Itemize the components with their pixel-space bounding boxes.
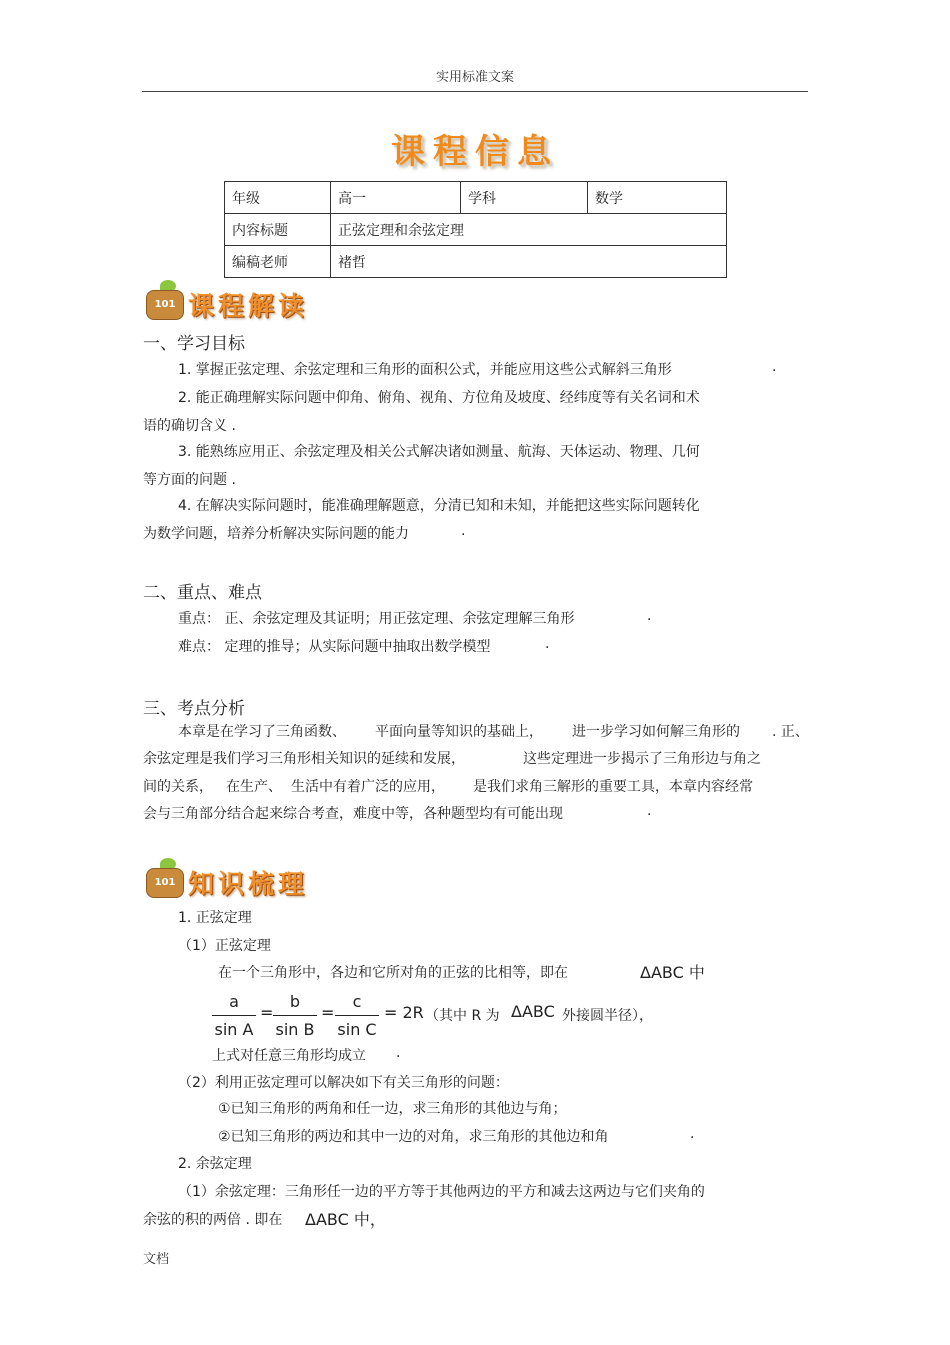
goal-item-3: 3. 能熟练应用正、余弦定理及相关公式解决诸如测量、航海、天体运动、物理、几何 <box>178 444 700 460</box>
difficult-point: 难点： 定理的推导；从实际问题中抽取出数学模型 <box>178 639 491 655</box>
fraction-c-over-sin-c <box>335 992 379 1039</box>
goal-item-4-cont: 为数学问题，培养分析解决实际问题的能力 <box>143 526 409 542</box>
denominator: sin C <box>337 1020 377 1039</box>
analysis-line-3a: 间的关系， <box>143 779 213 795</box>
banner-title: 课程解读 <box>188 292 309 322</box>
topic-cosine-rule: 2. 余弦定理 <box>178 1156 252 1172</box>
equals-sign: = <box>260 1003 274 1022</box>
analysis-line-4b: . <box>647 803 652 819</box>
equals-sign: = <box>321 1003 335 1022</box>
table-row <box>225 182 727 214</box>
table-row <box>225 246 727 278</box>
section-heading-exam-analysis: 三、考点分析 <box>143 699 245 719</box>
badge-101-icon: 101 <box>146 290 184 320</box>
numerator: a <box>229 992 239 1011</box>
table-row <box>225 214 727 246</box>
denominator: sin B <box>275 1020 315 1039</box>
fraction-bar <box>212 1015 256 1016</box>
banner-title: 知识梳理 <box>188 870 309 900</box>
goal-item-3-cont: 等方面的问题 . <box>143 472 236 488</box>
analysis-line-4a: 会与三角部分结合起来综合考查，难度中等，各种题型均有可能出现 <box>143 806 563 822</box>
editor-value: 褚哲 <box>331 246 727 278</box>
subject-value: 数学 <box>588 182 727 214</box>
fraction-a-over-sin-a <box>212 992 256 1039</box>
editor-label: 编稿老师 <box>225 246 331 278</box>
goal-item-1: 1. 掌握正弦定理、余弦定理和三角形的面积公式，并能应用这些公式解斜三角形 <box>178 362 672 378</box>
analysis-line-2a: 余弦定理是我们学习三角形相关知识的延续和发展， <box>143 751 465 767</box>
analysis-line-3d: 是我们求角三解形的重要工具，本章内容经常 <box>473 779 753 795</box>
topic-sine-rule: 1. 正弦定理 <box>178 910 252 926</box>
application-case-2: ②已知三角形的两边和其中一边的对角，求三角形的其他边和角 <box>218 1129 609 1145</box>
sine-rule-statement: 在一个三角形中，各边和它所对角的正弦的比相等，即在 <box>218 965 568 981</box>
page-footer: 文档 <box>143 1252 170 1267</box>
cosine-rule-statement-cont: 余弦的积的两倍 . 即在 <box>143 1212 283 1228</box>
goal-item-2-cont: 语的确切含义 . <box>143 418 236 434</box>
analysis-line-1b: 平面向量等知识的基础上， <box>375 724 543 740</box>
grade-label: 年级 <box>225 182 331 214</box>
application-case-1: ①已知三角形的两角和任一边，求三角形的其他边与角； <box>218 1101 567 1117</box>
analysis-line-1d: . 正、 <box>772 724 809 740</box>
key-point: 重点： 正、余弦定理及其证明；用正弦定理、余弦定理解三角形 <box>178 611 575 627</box>
circumradius-note-end: 外接圆半径）， <box>562 1008 653 1024</box>
fraction-b-over-sin-b <box>273 992 317 1039</box>
knowledge-review-banner <box>142 858 332 904</box>
analysis-line-1a: 本章是在学习了三角函数、 <box>178 724 346 740</box>
subtopic-sine-rule: （1）正弦定理 <box>178 938 271 954</box>
analysis-line-3c: 生活中有着广泛的应用， <box>291 779 445 795</box>
badge-101-icon: 101 <box>146 868 184 898</box>
topic-label: 内容标题 <box>225 214 331 246</box>
holds-for-any-triangle: 上式对任意三角形均成立 <box>212 1048 366 1064</box>
application-case-2-end: . <box>690 1126 695 1142</box>
analysis-line-3b: 在生产、 <box>226 779 282 795</box>
goal-item-1-end: . <box>772 359 777 375</box>
triangle-abc-label: ΔABC 中， <box>305 1210 386 1229</box>
sine-rule-applications: （2）利用正弦定理可以解决如下有关三角形的问题： <box>178 1075 509 1091</box>
key-point-end: . <box>647 608 652 624</box>
denominator: sin A <box>214 1020 254 1039</box>
course-info-table <box>224 181 727 278</box>
holds-end: . <box>396 1045 401 1061</box>
course-interpretation-banner <box>142 280 332 326</box>
course-info-title: 课程信息 <box>391 132 559 172</box>
circumradius-note: （其中 R 为 <box>425 1008 500 1024</box>
analysis-line-2b: 这些定理进一步揭示了三角形边与角之 <box>523 751 761 767</box>
numerator: c <box>352 992 362 1011</box>
grade-value: 高一 <box>331 182 461 214</box>
goal-item-4: 4. 在解决实际问题时，能准确理解题意，分清已知和未知，并能把这些实际问题转化 <box>178 498 700 514</box>
analysis-line-1c: 进一步学习如何解三角形的 <box>572 724 740 740</box>
page-header: 实用标准文案 <box>435 70 514 85</box>
difficult-point-end: . <box>545 636 550 652</box>
section-heading-goals: 一、学习目标 <box>143 334 245 354</box>
goal-item-2: 2. 能正确理解实际问题中仰角、俯角、视角、方位角及坡度、经纬度等有关名词和术 <box>178 390 700 406</box>
triangle-abc-label: ΔABC <box>511 1002 555 1021</box>
numerator: b <box>289 992 301 1011</box>
section-heading-key-points: 二、重点、难点 <box>143 583 262 603</box>
topic-value: 正弦定理和余弦定理 <box>331 214 727 246</box>
header-divider <box>142 91 808 92</box>
equals-2r: = 2R <box>384 1003 424 1022</box>
goal-item-4-end: . <box>461 523 466 539</box>
fraction-bar <box>273 1015 317 1016</box>
subject-label: 学科 <box>461 182 588 214</box>
fraction-bar <box>335 1015 379 1016</box>
cosine-rule-statement: （1）余弦定理：三角形任一边的平方等于其他两边的平方和减去这两边与它们夹角的 <box>178 1184 705 1200</box>
triangle-abc-label: ΔABC 中 <box>640 963 705 982</box>
